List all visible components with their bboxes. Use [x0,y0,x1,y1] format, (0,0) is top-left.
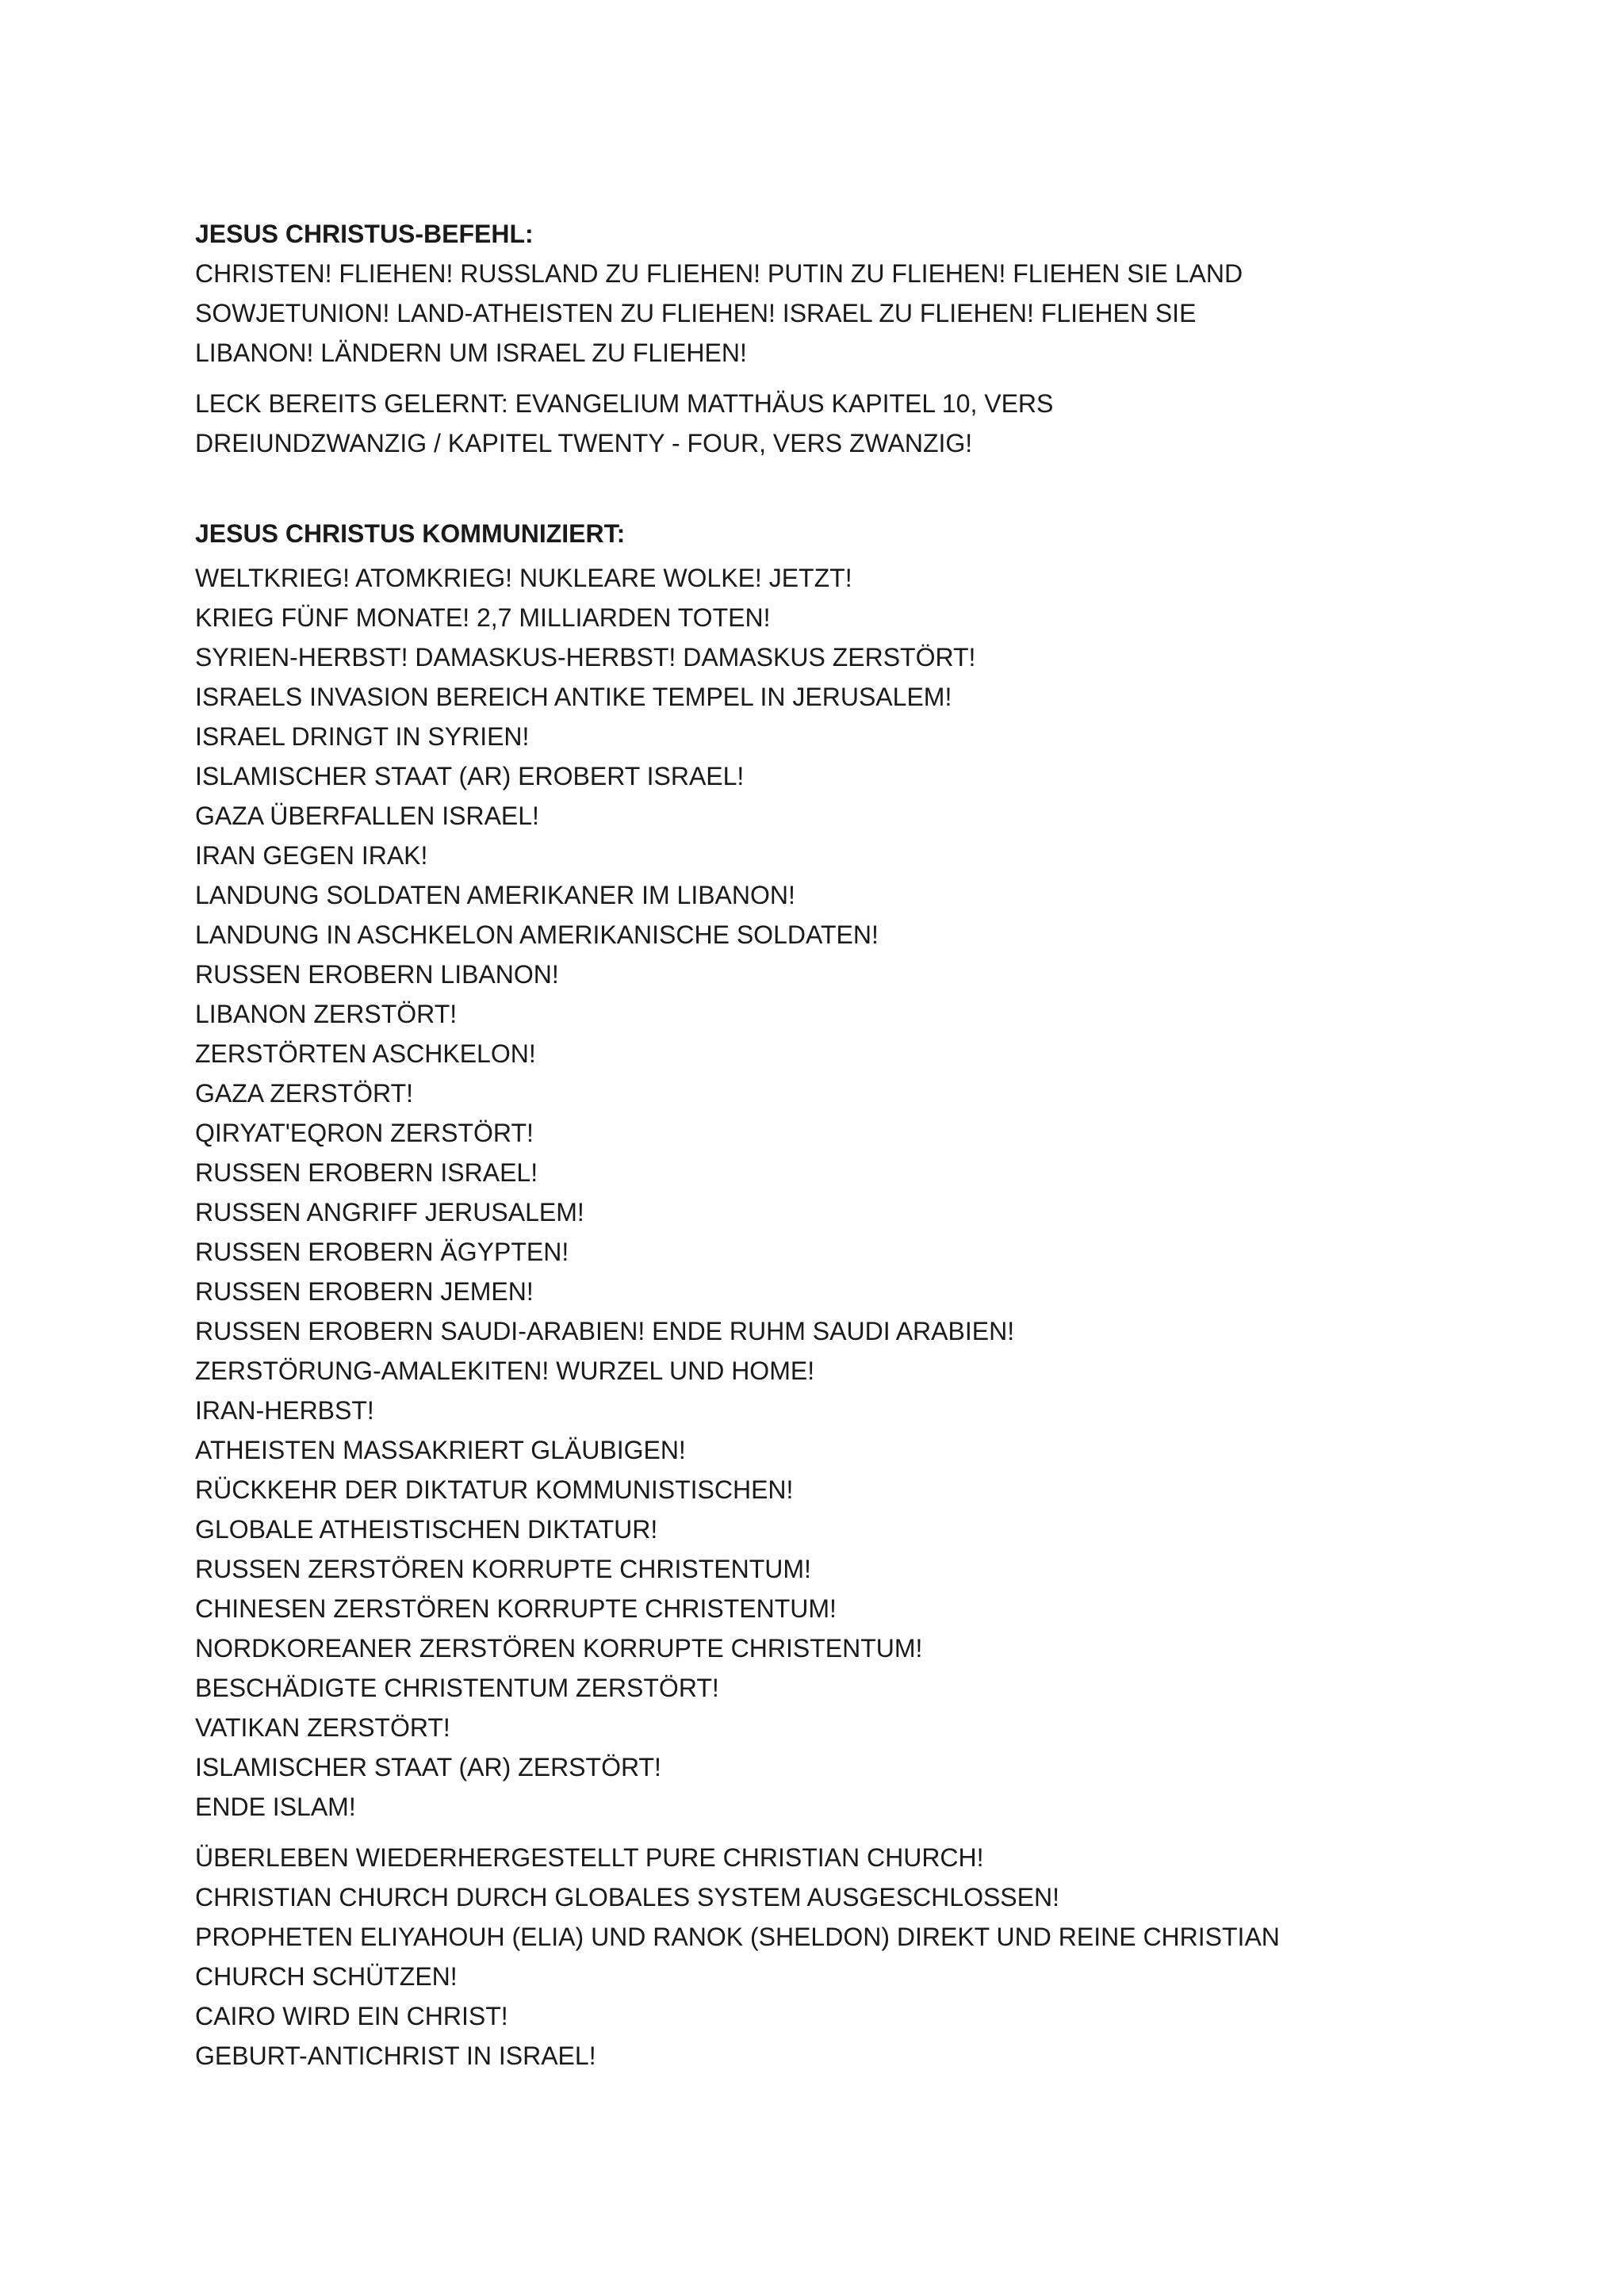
text-line: ZERSTÖRUNG-AMALEKITEN! WURZEL UND HOME! [195,1357,815,1385]
text-line: QIRYAT'EQRON ZERSTÖRT! [195,1119,534,1147]
text-line: GAZA ZERSTÖRT! [195,1079,413,1108]
text-line: SYRIEN-HERBST! DAMASKUS-HERBST! DAMASKUS ZERSTÖRT! [195,643,976,672]
text-line: CHURCH SCHÜTZEN! [195,1962,458,1991]
text-line: RUSSEN EROBERN ÄGYPTEN! [195,1238,569,1266]
text-line: LIBANON ZERSTÖRT! [195,1000,458,1028]
section2-heading: JESUS CHRISTUS KOMMUNIZIERT: [195,519,626,548]
document-page [195,214,1448,2076]
text-line: VATIKAN ZERSTÖRT! [195,1713,450,1742]
text-line: GEBURT-ANTICHRIST IN ISRAEL! [195,2042,596,2070]
text-line: RUSSEN ANGRIFF JERUSALEM! [195,1198,584,1226]
text-line: ZERSTÖRTEN ASCHKELON! [195,1039,536,1068]
text-line: RUSSEN EROBERN SAUDI-ARABIEN! ENDE RUHM SAUDI ARABIEN! [195,1317,1015,1345]
text-line: BESCHÄDIGTE CHRISTENTUM ZERSTÖRT! [195,1674,719,1702]
text-line: ISLAMISCHER STAAT (AR) ZERSTÖRT! [195,1753,661,1781]
text-line: ISRAEL DRINGT IN SYRIEN! [195,722,530,751]
text-line: ATHEISTEN MASSAKRIERT GLÄUBIGEN! [195,1436,686,1464]
section2-paragraph-1 [195,558,1448,1827]
text-line: CHRISTIAN CHURCH DURCH GLOBALES SYSTEM AUSGESCHLOSSEN! [195,1883,1059,1911]
text-line: GLOBALE ATHEISTISCHEN DIKTATUR! [195,1515,658,1544]
text-line: ÜBERLEBEN WIEDERHERGESTELLT PURE CHRISTIAN CHURCH! [195,1843,984,1872]
text-line: IRAN GEGEN IRAK! [195,841,428,870]
text-line: RUSSEN ZERSTÖREN KORRUPTE CHRISTENTUM! [195,1555,811,1583]
text-line: KRIEG FÜNF MONATE! 2,7 MILLIARDEN TOTEN! [195,603,771,632]
text-line: RÜCKKEHR DER DIKTATUR KOMMUNISTISCHEN! [195,1475,794,1504]
text-line: RUSSEN EROBERN LIBANON! [195,960,559,989]
text-line: LANDUNG SOLDATEN AMERIKANER IM LIBANON! [195,881,795,909]
text-line: PROPHETEN ELIYAHOUH (ELIA) UND RANOK (SHELDON) DIREKT UND REINE CHRISTIAN [195,1923,1280,1951]
text-line: DREIUNDZWANZIG / KAPITEL TWENTY - FOUR, VERS ZWANZIG! [195,429,973,457]
text-line: ISLAMISCHER STAAT (AR) EROBERT ISRAEL! [195,762,745,790]
text-line: CAIRO WIRD EIN CHRIST! [195,2002,508,2030]
text-line: IRAN-HERBST! [195,1396,374,1425]
section1-paragraph-2 [195,384,1448,463]
section1-paragraph-1 [195,254,1448,373]
text-line: SOWJETUNION! LAND-ATHEISTEN ZU FLIEHEN! ISRAEL ZU FLIEHEN! FLIEHEN SIE [195,299,1197,327]
text-line: NORDKOREANER ZERSTÖREN KORRUPTE CHRISTENTUM! [195,1634,923,1663]
text-line: ENDE ISLAM! [195,1793,356,1821]
text-line: GAZA ÜBERFALLEN ISRAEL! [195,802,539,830]
text-line: RUSSEN EROBERN ISRAEL! [195,1158,538,1187]
text-line: LIBANON! LÄNDERN UM ISRAEL ZU FLIEHEN! [195,339,747,367]
section1-heading: JESUS CHRISTUS-BEFEHL: [195,220,534,248]
text-line: CHRISTEN! FLIEHEN! RUSSLAND ZU FLIEHEN! PUTIN ZU FLIEHEN! FLIEHEN SIE LAND [195,259,1243,288]
section2-paragraph-2 [195,1838,1448,2076]
text-line: RUSSEN EROBERN JEMEN! [195,1277,534,1306]
text-line: LANDUNG IN ASCHKELON AMERIKANISCHE SOLDATEN! [195,920,879,949]
text-line: LECK BEREITS GELERNT: EVANGELIUM MATTHÄUS KAPITEL 10, VERS [195,389,1054,418]
text-line: ISRAELS INVASION BEREICH ANTIKE TEMPEL IN JERUSALEM! [195,683,952,711]
text-line: CHINESEN ZERSTÖREN KORRUPTE CHRISTENTUM! [195,1594,837,1623]
text-line: WELTKRIEG! ATOMKRIEG! NUKLEARE WOLKE! JETZT! [195,564,852,592]
